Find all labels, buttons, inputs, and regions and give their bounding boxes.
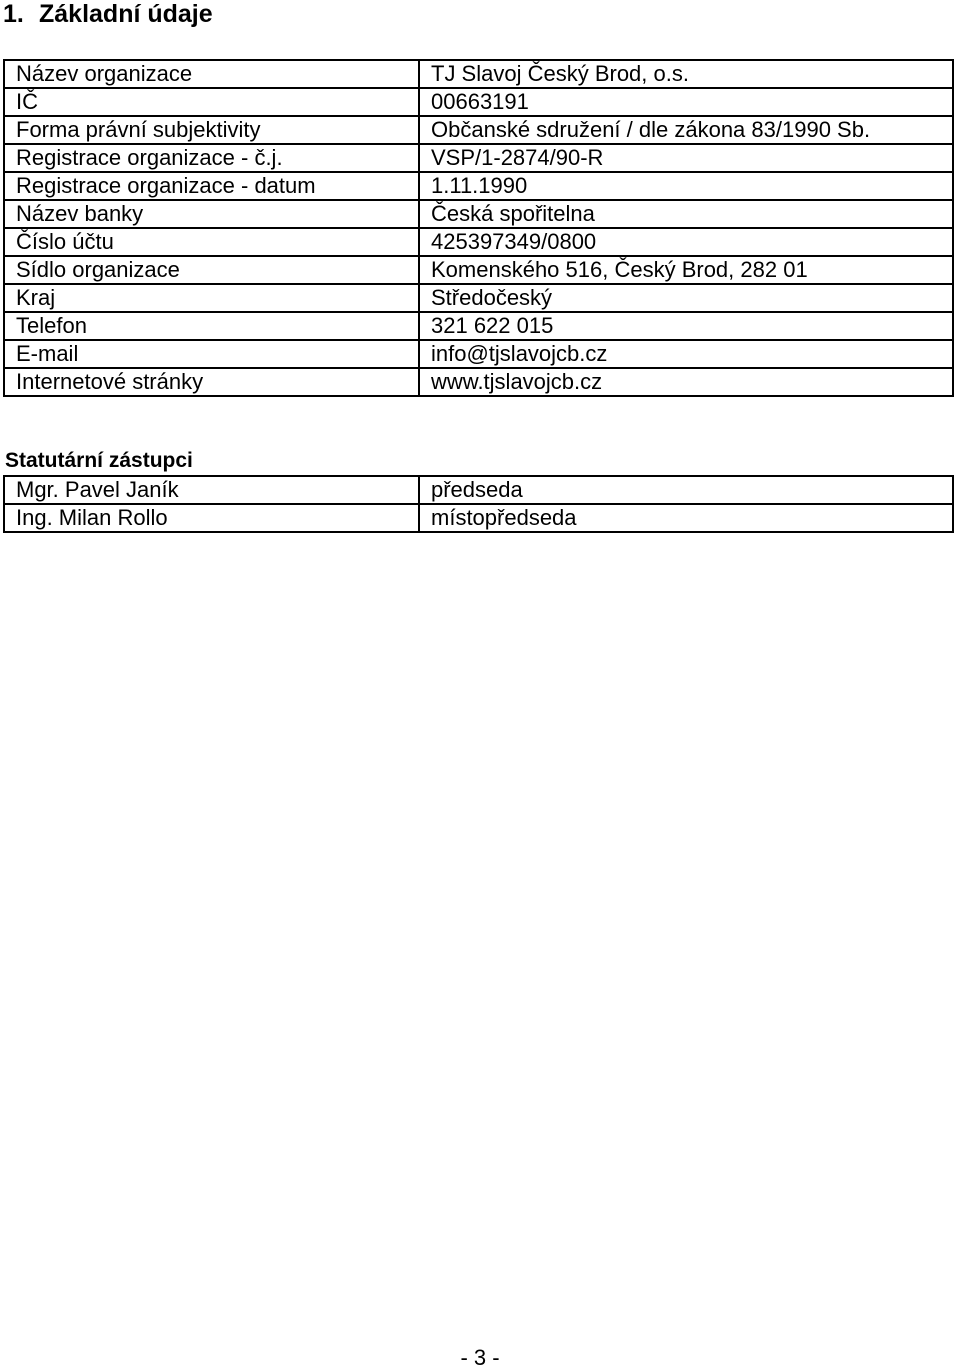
organization-info-table [3,59,954,397]
row-value: 321 622 015 [419,312,953,340]
table-row [4,144,953,172]
row-value: VSP/1-2874/90-R [419,144,953,172]
row-label: Forma právní subjektivity [4,116,419,144]
row-label: Číslo účtu [4,228,419,256]
row-value: 1.11.1990 [419,172,953,200]
table-row [4,200,953,228]
table-row [4,60,953,88]
row-label: Registrace organizace - datum [4,172,419,200]
row-value: 425397349/0800 [419,228,953,256]
row-value: Česká spořitelna [419,200,953,228]
representatives-table [3,475,954,533]
row-label: IČ [4,88,419,116]
row-label: Telefon [4,312,419,340]
table-row [4,312,953,340]
row-label: Kraj [4,284,419,312]
row-label: E-mail [4,340,419,368]
table-row [4,368,953,396]
table-row [4,88,953,116]
table-row [4,476,953,504]
representative-role: místopředseda [419,504,953,532]
table-row [4,340,953,368]
section-number: 1. [3,0,24,28]
table-row [4,504,953,532]
row-value: info@tjslavojcb.cz [419,340,953,368]
row-label: Název organizace [4,60,419,88]
representatives-heading: Statutární zástupci [5,449,193,472]
row-value: www.tjslavojcb.cz [419,368,953,396]
row-label: Registrace organizace - č.j. [4,144,419,172]
row-value: 00663191 [419,88,953,116]
representative-name: Ing. Milan Rollo [4,504,419,532]
row-label: Internetové stránky [4,368,419,396]
table-row [4,256,953,284]
page-number: - 3 - [460,1345,500,1370]
row-label: Název banky [4,200,419,228]
section-heading [3,0,213,28]
representative-name: Mgr. Pavel Janík [4,476,419,504]
table-row [4,172,953,200]
table-row [4,228,953,256]
table-row [4,284,953,312]
representative-role: předseda [419,476,953,504]
row-label: Sídlo organizace [4,256,419,284]
row-value: Středočeský [419,284,953,312]
row-value: Občanské sdružení / dle zákona 83/1990 Sb. [419,116,953,144]
row-value: Komenského 516, Český Brod, 282 01 [419,256,953,284]
section-title: Základní údaje [39,0,213,28]
row-value: TJ Slavoj Český Brod, o.s. [419,60,953,88]
table-row [4,116,953,144]
